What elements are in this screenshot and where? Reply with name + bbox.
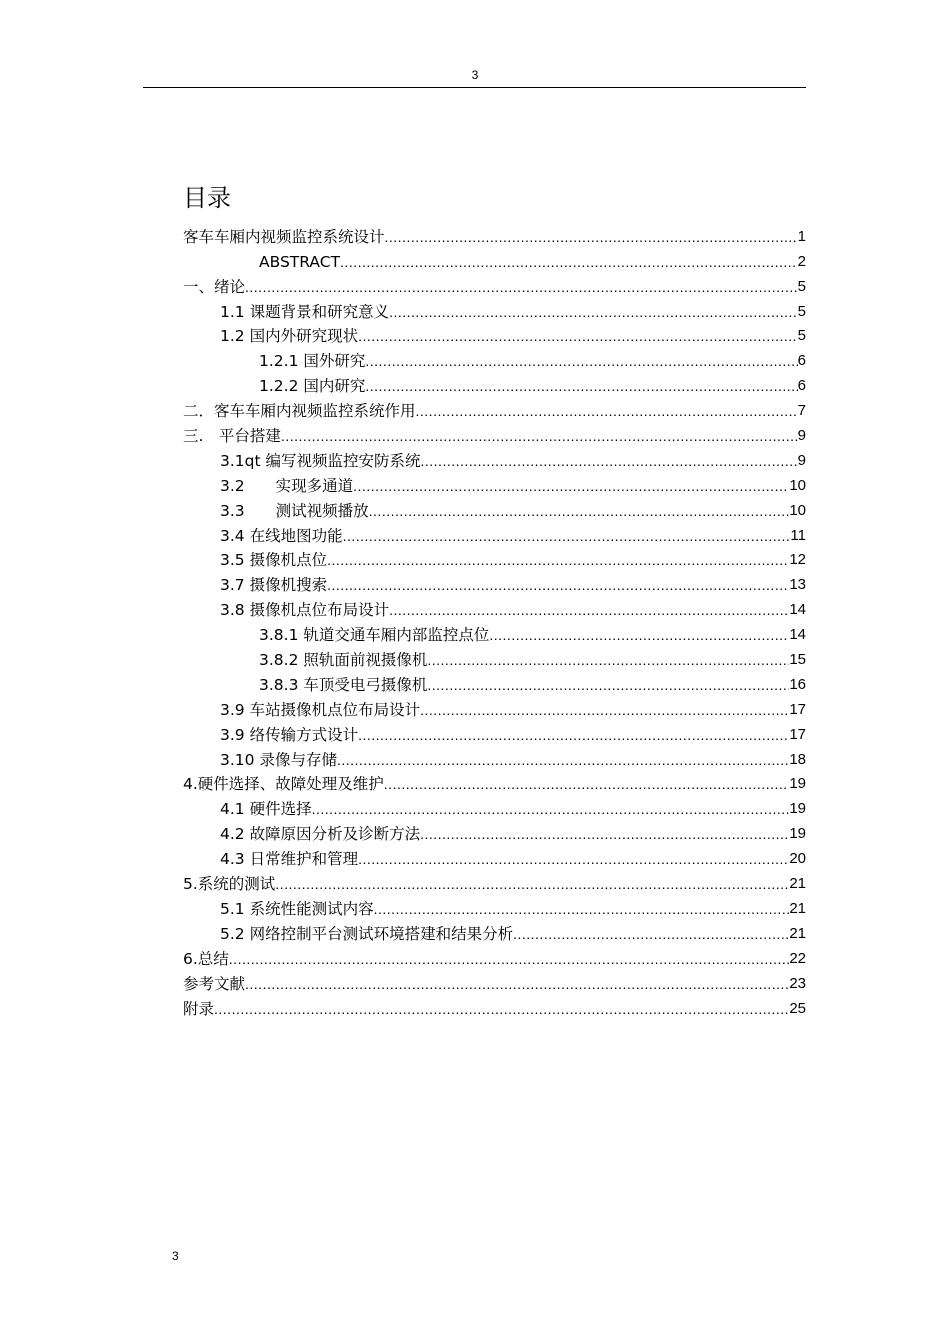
- toc-entry-page: 9: [797, 451, 806, 469]
- toc-entry[interactable]: [183, 620, 806, 645]
- toc-entry[interactable]: [183, 446, 806, 471]
- toc-entry-page: 10: [789, 476, 806, 494]
- toc-entry-page: 13: [789, 576, 806, 594]
- toc-entry-page: 15: [789, 651, 806, 669]
- footer-page-number: 3: [172, 1249, 179, 1263]
- toc-entry-page: 14: [789, 601, 806, 619]
- toc-entry-page: 5: [797, 302, 806, 320]
- toc-entry-label: 3.4 在线地图功能: [220, 526, 343, 545]
- toc-entry-page: 7: [797, 402, 806, 420]
- toc-entry-label: 4.1 硬件选择: [220, 800, 312, 819]
- toc-entry-label: 1.2.2 国内研究: [259, 377, 366, 396]
- toc-entry-label: 3.8 摄像机点位布局设计: [220, 601, 390, 620]
- toc-entry-page: 6: [797, 377, 806, 395]
- toc-dot-leader: [229, 949, 790, 969]
- toc-entry-label: 附录: [183, 999, 215, 1018]
- toc-dot-leader: [358, 725, 789, 745]
- toc-dot-leader: [340, 252, 798, 272]
- toc-entry-label: 3.8.1 轨道交通车厢内部监控点位: [259, 626, 490, 645]
- toc-entry-page: 5: [797, 277, 806, 295]
- toc-entry-page: 19: [789, 775, 806, 793]
- toc-dot-leader: [369, 501, 790, 521]
- toc-entry[interactable]: [183, 322, 806, 347]
- toc-dot-leader: [281, 426, 798, 446]
- toc-entry-label: 3.7 摄像机搜索: [220, 576, 328, 595]
- toc-entry-label: 参考文献: [183, 974, 246, 993]
- toc-entry[interactable]: [183, 297, 806, 322]
- toc-entry[interactable]: [183, 595, 806, 620]
- toc-dot-leader: [427, 650, 789, 670]
- toc-entry[interactable]: [183, 670, 806, 695]
- toc-entry-label: 3.3 测试视频播放: [220, 501, 369, 520]
- toc-entry[interactable]: [183, 247, 806, 272]
- toc-entry-label: 4.2 故障原因分析及诊断方法: [220, 825, 421, 844]
- toc-entry[interactable]: [183, 869, 806, 894]
- toc-entry-label: 5.1 系统性能测试内容: [220, 899, 374, 918]
- toc-entry-page: 23: [789, 974, 806, 992]
- toc-entry[interactable]: [183, 222, 806, 247]
- toc-entry-page: 5: [797, 327, 806, 345]
- toc-entry-label: 3.8.3 车顶受电弓摄像机: [259, 675, 428, 694]
- toc-entry-page: 22: [789, 949, 806, 967]
- toc-dot-leader: [337, 750, 789, 770]
- toc-entry-label: 4.硬件选择、故障处理及维护: [183, 775, 384, 794]
- toc-dot-leader: [327, 575, 789, 595]
- toc-dot-leader: [343, 526, 791, 546]
- toc-dot-leader: [420, 824, 789, 844]
- toc-entry[interactable]: [183, 496, 806, 521]
- toc-entry-label: 1.1 课题背景和研究意义: [220, 302, 390, 321]
- toc-entry-page: 2: [797, 252, 806, 270]
- toc-entry-page: 10: [789, 501, 806, 519]
- toc-entry-page: 21: [789, 875, 806, 893]
- header-page-number: 3: [471, 68, 479, 82]
- toc-entry-label: 1.2.1 国外研究: [259, 352, 366, 371]
- toc-dot-leader: [358, 326, 798, 346]
- toc-entry-label: 3.2 实现多通道: [220, 476, 354, 495]
- toc-entry-label: 3.8.2 照轨面前视摄像机: [259, 651, 428, 670]
- toc-entry-page: 19: [789, 800, 806, 818]
- toc-entry-page: 12: [789, 551, 806, 569]
- toc-entry-page: 18: [789, 750, 806, 768]
- toc-entry-page: 17: [789, 700, 806, 718]
- toc-dot-leader: [416, 401, 798, 421]
- toc-entry-page: 21: [789, 899, 806, 917]
- toc-entry-page: 17: [789, 725, 806, 743]
- toc-entry-label: 6.总结: [183, 949, 229, 968]
- toc-dot-leader: [365, 376, 797, 396]
- toc-entry[interactable]: [183, 471, 806, 496]
- toc-dot-leader: [374, 899, 790, 919]
- toc-entry[interactable]: [183, 894, 806, 919]
- toc-entry[interactable]: [183, 695, 806, 720]
- toc-entry-page: 19: [789, 825, 806, 843]
- toc-entry-label: 一、绪论: [183, 277, 246, 296]
- toc-entry-page: 1: [797, 227, 806, 245]
- header-rule: [143, 87, 806, 88]
- toc-entry-page: 25: [789, 999, 806, 1017]
- toc-dot-leader: [358, 849, 789, 869]
- toc-title: 目录: [183, 184, 231, 212]
- toc-entry[interactable]: [183, 396, 806, 421]
- toc-dot-leader: [214, 999, 789, 1019]
- toc-entry[interactable]: [183, 645, 806, 670]
- toc-entry-page: 16: [789, 675, 806, 693]
- toc-entry[interactable]: [183, 272, 806, 297]
- toc-entry[interactable]: [183, 969, 806, 994]
- toc-entry-label: 3.9 络传输方式设计: [220, 725, 359, 744]
- toc-entry-label: 3.10 录像与存储: [220, 750, 337, 769]
- toc-entry-label: ABSTRACT: [259, 252, 341, 271]
- toc-entry-page: 9: [797, 427, 806, 445]
- toc-entry[interactable]: [183, 919, 806, 944]
- toc-dot-leader: [385, 227, 798, 247]
- toc-entry[interactable]: [183, 570, 806, 595]
- toc-entry-label: 4.3 日常维护和管理: [220, 850, 359, 869]
- toc-dot-leader: [365, 351, 797, 371]
- toc-entry[interactable]: [183, 546, 806, 571]
- toc-entry-label: 5.2 网络控制平台测试环境搭建和结果分析: [220, 924, 514, 943]
- toc-dot-leader: [389, 302, 798, 322]
- toc-dot-leader: [420, 700, 789, 720]
- toc-entry-page: 6: [797, 352, 806, 370]
- toc-dot-leader: [245, 277, 798, 297]
- toc-entry-label: 二．客车车厢内视频监控系统作用: [183, 402, 416, 421]
- toc-entry[interactable]: [183, 371, 806, 396]
- toc-entry-label: 1.2 国内外研究现状: [220, 327, 359, 346]
- table-of-contents: [183, 222, 806, 1019]
- toc-entry[interactable]: [183, 745, 806, 770]
- toc-entry-page: 20: [789, 850, 806, 868]
- toc-dot-leader: [513, 924, 789, 944]
- toc-entry[interactable]: [183, 421, 806, 446]
- toc-entry[interactable]: [183, 720, 806, 745]
- toc-entry-page: 21: [789, 924, 806, 942]
- toc-entry-label: 5.系统的测试: [183, 875, 276, 894]
- toc-entry[interactable]: [183, 944, 806, 969]
- toc-dot-leader: [245, 974, 789, 994]
- toc-entry-label: 3.1qt 编写视频监控安防系统: [220, 451, 421, 470]
- toc-dot-leader: [389, 600, 789, 620]
- toc-entry[interactable]: [183, 994, 806, 1019]
- toc-entry[interactable]: [183, 794, 806, 819]
- toc-dot-leader: [427, 675, 789, 695]
- toc-entry[interactable]: [183, 521, 806, 546]
- toc-entry-page: 14: [789, 626, 806, 644]
- toc-entry[interactable]: [183, 346, 806, 371]
- toc-entry[interactable]: [183, 819, 806, 844]
- toc-entry-page: 11: [790, 526, 806, 544]
- toc-entry-label: 3.5 摄像机点位: [220, 551, 328, 570]
- toc-dot-leader: [384, 774, 790, 794]
- toc-dot-leader: [421, 451, 798, 471]
- toc-entry-label: 客车车厢内视频监控系统设计: [183, 227, 385, 246]
- toc-entry-label: 3.9 车站摄像机点位布局设计: [220, 700, 421, 719]
- toc-dot-leader: [353, 476, 789, 496]
- toc-dot-leader: [312, 799, 790, 819]
- toc-entry[interactable]: [183, 770, 806, 795]
- toc-dot-leader: [327, 550, 789, 570]
- toc-entry-label: 三. 平台搭建: [183, 427, 281, 446]
- toc-entry[interactable]: [183, 844, 806, 869]
- toc-dot-leader: [275, 874, 789, 894]
- toc-dot-leader: [489, 625, 789, 645]
